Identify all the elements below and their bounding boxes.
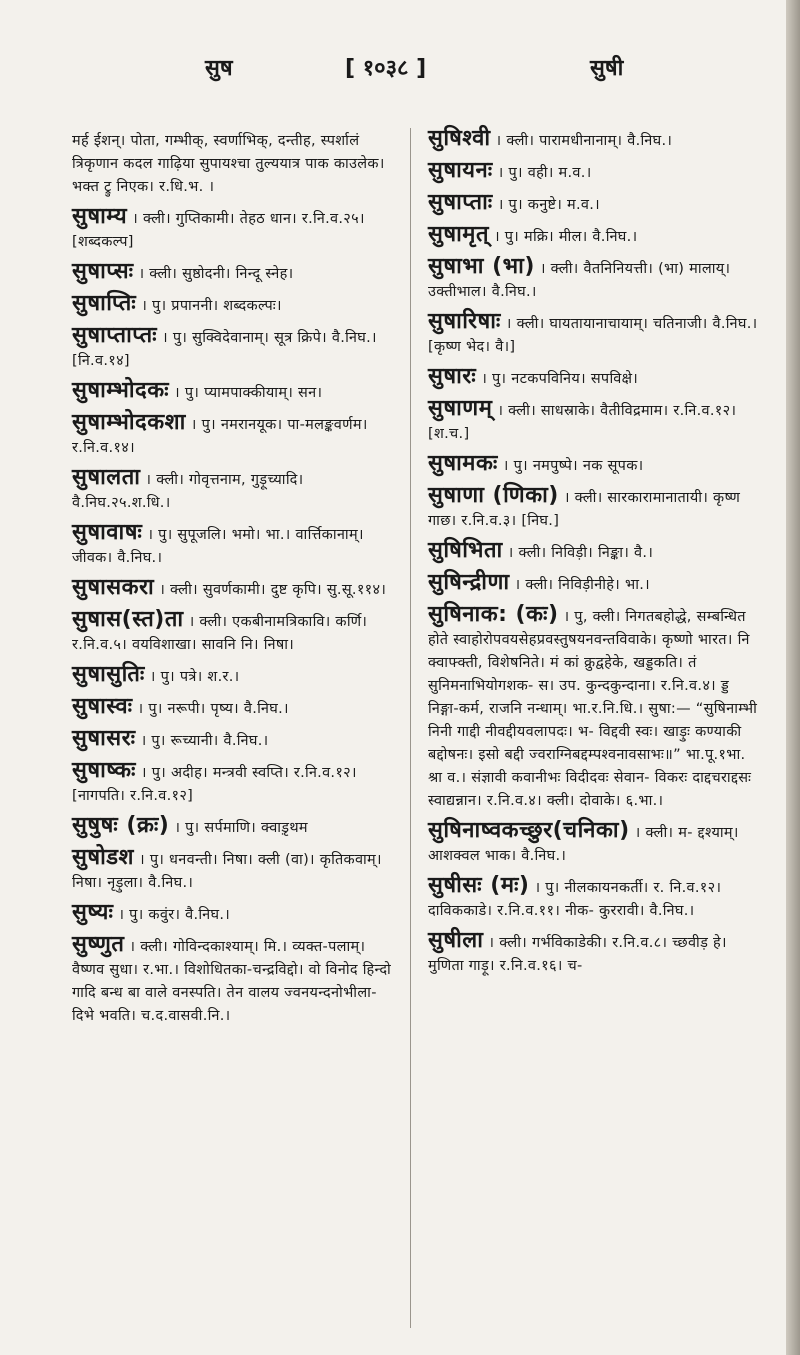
header-left-guideword: सुष (205, 56, 233, 81)
entry-definition: । क्ली। गुप्तिकामी। तेहठ धान। र.नि.व.२५। [शब्दकल्प] (72, 211, 365, 250)
dictionary-entry (72, 760, 392, 807)
dictionary-entry (428, 398, 758, 445)
dictionary-entry (428, 366, 758, 390)
entry-headword: सुषाम्य (72, 204, 128, 229)
entry-definition: । पु। नमपुष्पे। नक सूपक। (502, 458, 644, 474)
entry-headword: सुषामकः (428, 451, 498, 476)
dictionary-entry (428, 930, 758, 977)
entry-definition: । पु। सर्पमाणि। क्वाड़ृथम (174, 820, 308, 836)
dictionary-entry (72, 847, 392, 894)
entry-headword: सुषाणा (णिका) (428, 483, 559, 508)
entry-headword: सुषिन्द्रीणा (428, 570, 510, 595)
entry-headword: सुषालता (72, 465, 141, 490)
right-column (428, 128, 758, 985)
dictionary-entry (72, 293, 392, 317)
entry-headword: सुषाप्ताप्तः (72, 323, 158, 348)
dictionary-entry (428, 224, 758, 248)
entry-headword: सुषोडश (72, 845, 135, 870)
entry-definition: । क्ली। पारामधीनानाम्। वै.निघ.। (495, 133, 673, 149)
dictionary-entry (72, 609, 392, 656)
entry-headword: सुषुषः (क्रः) (72, 813, 170, 838)
entry-definition: । पु। नमरानयूक। पा-मलङ्कवर्णम। र.नि.व.१४। (72, 417, 368, 456)
entry-headword: सुषाभा (भा) (428, 254, 535, 279)
dictionary-entry (428, 485, 758, 532)
entry-headword: सुषासरः (72, 726, 136, 751)
column-divider (410, 128, 411, 1328)
entry-headword: सुषास्वः (72, 694, 133, 719)
dictionary-entry (428, 311, 758, 358)
entry-definition: । क्ली। निविड़ीनीहे। भा.। (514, 577, 650, 593)
entry-definition: । पु। सुपूजलि। भमो। भा.। वार्त्तिकानाम्। जीवक। वै.निघ.। (72, 527, 364, 566)
dictionary-entry (72, 380, 392, 404)
dictionary-entry (72, 577, 392, 601)
entry-definition: मर्ह ईशन्। पोता, गम्भीक्, स्वर्णाभिक्, दन्तीह, स्पर्शालं त्रिकृणान कदल गाढ़िया सुपायश्चा तुल्ययात्र पाक काउलेक। भक्त ट्रु निएक। र.धि.भ. । (72, 133, 385, 195)
dictionary-entry (72, 261, 392, 285)
dictionary-entry (428, 160, 758, 184)
dictionary-entry (72, 128, 392, 198)
entry-definition: । क्ली। गोवृत्तनाम, गुड़ूच्यादि। वै.निघ.२५.श.धि.। (72, 472, 304, 511)
dictionary-entry (72, 522, 392, 569)
entry-definition: । पु। नटकपविनिय। सपविक्षे। (481, 371, 639, 387)
entry-headword: सुषायनः (428, 158, 493, 183)
header-right-guideword: सुषी (590, 56, 624, 81)
dictionary-entry (428, 192, 758, 216)
entry-definition: । पु। नरूपी। पृष्य। वै.निघ.। (137, 701, 289, 717)
dictionary-entry (72, 728, 392, 752)
left-column (72, 128, 392, 1035)
entry-headword: सुषाम्भोदकः (72, 378, 170, 403)
dictionary-entry (428, 820, 758, 867)
entry-definition: । पु। रूच्यानी। वै.निघ.। (140, 733, 269, 749)
entry-definition: । पु। वही। म.व.। (497, 165, 592, 181)
entry-headword: सुषाप्तिः (72, 291, 137, 316)
entry-definition: । क्ली। घायतायानाचायाम्। चतिनाजी। वै.निघ.। [कृष्ण भेद। वै।] (428, 316, 758, 355)
entry-headword: सुषारः (428, 364, 477, 389)
entry-headword: सुषाप्सः (72, 259, 134, 284)
entry-headword: सुषाणम् (428, 396, 493, 421)
entry-definition: । पु। पत्रे। श.र.। (149, 669, 240, 685)
entry-definition: । क्ली। गोविन्दकाश्याम्। मि.। व्यक्त-पलाम्। वैष्णव सुधा। र.भा.। विशोधितका-चन्द्रविद्दो। वो विनोद हिन्दो गादि बन्ध बा वाले वनस्पति। तेन वालय ज्वनयन्दनोभीला-दिभे भवति। च.द.वासवी.नि.। (72, 939, 392, 1024)
entry-headword: सुषामृत् (428, 222, 489, 247)
dictionary-entry (428, 540, 758, 564)
dictionary-entry (428, 256, 758, 303)
entry-definition: । पु। सुक्विदेवानाम्। सूत्र क्रिपे। वै.निघ.। [नि.व.१४] (72, 330, 377, 369)
dictionary-entry (72, 412, 392, 459)
page-edge (786, 0, 800, 1355)
entry-definition: । पु। कनुष्टे। म.व.। (497, 197, 600, 213)
entry-definition: । पु। अदीह। मन्त्रवी स्वप्ति। र.नि.व.१२। [नागपति। र.नि.व.१२] (72, 765, 357, 804)
entry-definition: । पु। प्रपाननी। शब्दकल्पः। (141, 298, 282, 314)
dictionary-entry (428, 453, 758, 477)
entry-headword: सुषिनाक: (कः) (428, 602, 559, 627)
entry-definition: । पु। धनवन्ती। निषा। क्ली (वा)। कृतिकवाम्। निषा। नृड़ुला। वै.निघ.। (72, 852, 382, 891)
dictionary-entry (72, 934, 392, 1027)
entry-headword: सुषीला (428, 928, 484, 953)
entry-headword: सुषासकरा (72, 575, 155, 600)
entry-definition: । क्ली। वैतनिनियत्ती। (भा) मालाय्। उक्तीभाल। वै.निघ.। (428, 261, 731, 300)
entry-definition: । क्ली। गर्भविकाडेकी। र.नि.व.८। च्छवीड़ हे। मुणिता गाड़ू। र.नि.व.१६। च- (428, 935, 727, 974)
entry-definition: । पु। प्यामपाक्कीयाम्। सन। (174, 385, 323, 401)
entry-headword: सुष्यः (72, 900, 114, 925)
entry-definition: । पु। मक्रि। मील। वै.निघ.। (494, 229, 638, 245)
entry-headword: सुषास(स्त)ता (72, 607, 184, 632)
dictionary-entry (72, 815, 392, 839)
entry-headword: सुषावाषः (72, 520, 143, 545)
entry-definition: । क्ली। निविड़ी। निङ्का। वै.। (507, 545, 654, 561)
entry-headword: सुषासुतिः (72, 662, 145, 687)
entry-headword: सुष्णुत (72, 932, 125, 957)
page-number: [ १०३८ ] (345, 56, 427, 81)
dictionary-entry (72, 467, 392, 514)
entry-definition: । क्ली। म- द्दश्याम्। आशक्वल भाक। वै.निघ.। (428, 825, 739, 864)
dictionary-entry (428, 572, 758, 596)
dictionary-entry (72, 696, 392, 720)
dictionary-entry (428, 128, 758, 152)
entry-definition: । पु, क्ली। निगतबहोद्धे, सम्बन्धित होते स्वाहोरोपवयसेहप्रवस्तुषयनवन्तविवाके। कृष्णो भारत। नि क्वाफ्क्ती, विशेषनिते। मं कां क्रुद्वहेके, खड्डकति। तं सुनिमनाभियोगशक- स। उप. कुन्दकुन्दाना। र.नि.व.४। ड्ड निङ्गा-कर्म, राजनि नन्धाम्। भा.र.नि.धि.। सुषा:— “सुषिनाम्भी निनी गाद्दी नीवद्दीयवलापदः। भ- विद्दवी स्वः। खाड़ुः कण्याकी बद्दोषनः। इसो बद्दी ज्वराग्निबद्दम्पश्वनावसाभः॥” भा.पू.१भा. श्रा व.। संज्ञावी कवानीभः विदीदवः सेवान- विकरः दाद्दचराद्दसः स्वाद्यन्नान। र.नि.व.४। क्ली। दोवाके। ६.भा.। (428, 609, 758, 809)
entry-headword: सुषीसः (मः) (428, 873, 530, 898)
entry-headword: सुषिभिता (428, 538, 503, 563)
entry-headword: सुषाप्ताः (428, 190, 493, 215)
entry-headword: सुषिश्वी (428, 126, 491, 151)
dictionary-entry (428, 604, 758, 812)
entry-definition: । पु। नीलकायनकर्ती। र. नि.व.१२। दाविककाडे। र.नि.व.११। नीक- कुररावी। वै.निघ.। (428, 880, 722, 919)
entry-definition: । क्ली। सुवर्णकामी। दुष्ट कृपि। सु.सू.११४। (159, 582, 387, 598)
entry-headword: सुषाम्भोदकशा (72, 410, 186, 435)
dictionary-entry (428, 875, 758, 922)
entry-definition: । क्ली। साधस्राके। वैतीविद्रमाम। र.नि.व.१२। [श.च.] (428, 403, 737, 442)
entry-headword: सुषारिषाः (428, 309, 501, 334)
dictionary-entry (72, 206, 392, 253)
dictionary-entry (72, 325, 392, 372)
page-header (60, 52, 750, 92)
dictionary-entry (72, 664, 392, 688)
entry-definition: । क्ली। सुष्ठोदनी। निन्दू स्नेह। (138, 266, 294, 282)
entry-definition: । पु। कवुंर। वै.निघ.। (118, 907, 231, 923)
dictionary-entry (72, 902, 392, 926)
entry-headword: सुषिनाष्वकच्छुर(चनिका) (428, 818, 630, 843)
entry-definition: । क्ली। सारकारामानातायी। कृष्ण गाछ। र.नि.व.३। [निघ.] (428, 490, 741, 529)
entry-definition: । क्ली। एकबीनामत्रिकावि। कर्णि। र.नि.व.५। वयविशाखा। सावनि नि। निषा। (72, 614, 368, 653)
entry-headword: सुषाष्कः (72, 758, 136, 783)
